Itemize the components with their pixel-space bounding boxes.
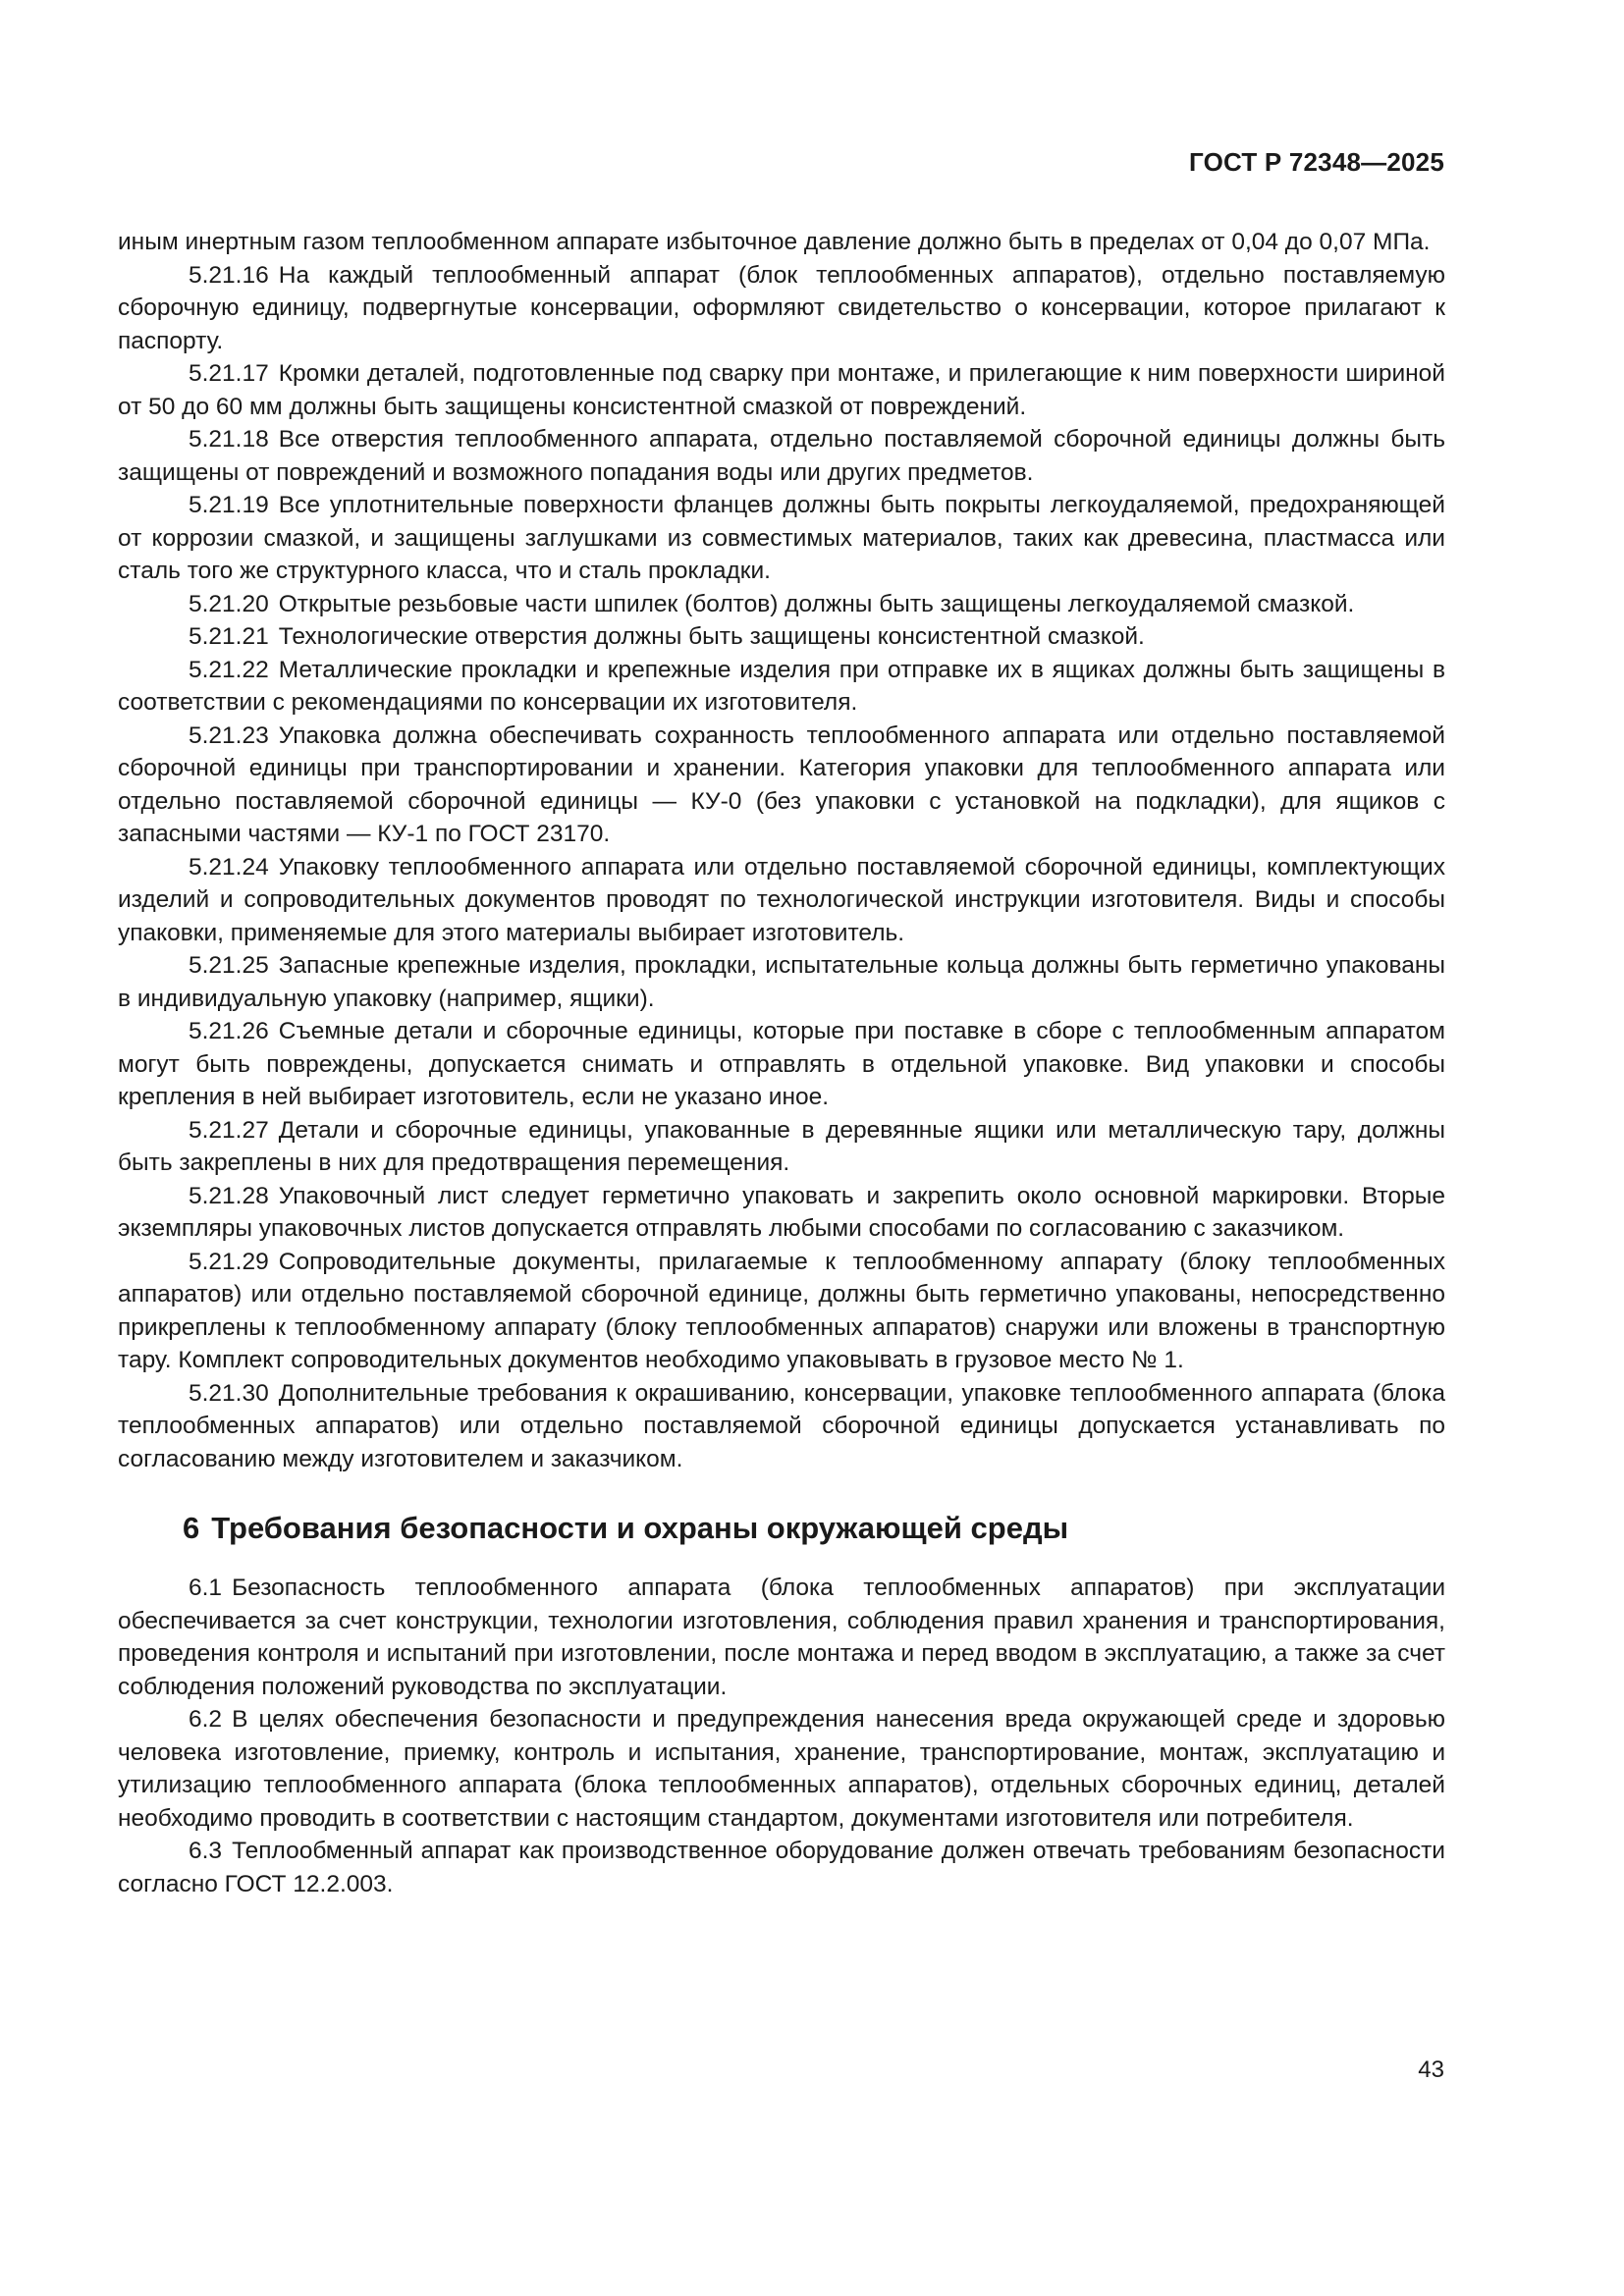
clause-text: Съемные детали и сборочные единицы, которые при поставке в сборе с теплообменным аппаратом могут быть повреждены, допускается снимать и отправлять в отдельной упаковке. Вид упаковки и способы крепления в ней выбирает изготовитель, если не указано иное. bbox=[118, 1018, 1445, 1110]
clause-5-21-21 bbox=[118, 620, 1445, 654]
clause-5-21-29 bbox=[118, 1246, 1445, 1377]
clause-6-3 bbox=[118, 1835, 1445, 1900]
clause-5-21-27 bbox=[118, 1114, 1445, 1180]
page-number: 43 bbox=[1418, 2056, 1444, 2083]
clause-text: Кромки деталей, подготовленные под сварку при монтаже, и прилегающие к ним поверхности шириной от 50 до 60 мм должны быть защищены консистентной смазкой от повреждений. bbox=[118, 360, 1445, 420]
clause-text: Технологические отверстия должны быть защищены консистентной смазкой. bbox=[278, 623, 1145, 650]
clause-text: Теплообменный аппарат как производственное оборудование должен отвечать требованиям безопасности согласно ГОСТ 12.2.003. bbox=[118, 1838, 1445, 1897]
clause-text: Запасные крепежные изделия, прокладки, испытательные кольца должны быть герметично упакованы в индивидуальную упаковку (например, ящики). bbox=[118, 952, 1445, 1012]
clause-number: 5.21.29 bbox=[189, 1248, 269, 1275]
clause-5-21-18 bbox=[118, 423, 1445, 489]
section-heading bbox=[183, 1509, 1445, 1548]
clause-number: 5.21.23 bbox=[189, 721, 269, 749]
clause-number: 5.21.27 bbox=[189, 1116, 269, 1144]
clause-5-21-16 bbox=[118, 259, 1445, 358]
clause-number: 5.21.26 bbox=[189, 1018, 269, 1044]
clause-number: 5.21.20 bbox=[189, 590, 269, 617]
clause-text: Все отверстия теплообменного аппарата, отдельно поставляемой сборочной единицы должны быть защищены от повреждений и возможного попадания воды или других предметов. bbox=[118, 426, 1445, 486]
clause-text: Детали и сборочные единицы, упакованные в деревянные ящики или металлическую тару, должны быть закреплены в них для предотвращения перемещения. bbox=[118, 1116, 1445, 1176]
clause-number: 5.21.18 bbox=[189, 426, 269, 453]
section-title-text: Требования безопасности и охраны окружающей среды bbox=[211, 1511, 1069, 1545]
clause-text: Сопроводительные документы, прилагаемые к теплообменному аппарату (блоку теплообменных аппаратов) или отдельно поставляемой сборочной единице, должны быть герметично упакованы, непосредственно прикреплены к теплообменному аппарату (блоку теплообменных аппаратов) снаружи или вложены в транспортную тару. Комплект сопроводительных документов необходимо упаковывать в грузовое место № 1. bbox=[118, 1248, 1445, 1373]
clause-number: 5.21.24 bbox=[189, 853, 269, 881]
clause-5-21-22 bbox=[118, 654, 1445, 720]
clause-text: Упаковочный лист следует герметично упаковать и закрепить около основной маркировки. Вторые экземпляры упаковочных листов допускается отправлять любыми способами по согласованию с заказчиком. bbox=[118, 1182, 1445, 1242]
clause-5-21-25 bbox=[118, 949, 1445, 1015]
clause-5-21-30 bbox=[118, 1377, 1445, 1476]
clause-5-21-23 bbox=[118, 720, 1445, 851]
clause-number: 5.21.22 bbox=[189, 656, 269, 683]
clause-number: 6.2 bbox=[189, 1706, 223, 1733]
continued-paragraph: иным инертным газом теплообменном аппарате избыточное давление должно быть в пределах от 0,04 до 0,07 МПа. bbox=[118, 229, 1431, 255]
clause-number: 6.1 bbox=[189, 1575, 223, 1601]
clause-5-21-17 bbox=[118, 357, 1445, 423]
clause-number: 5.21.21 bbox=[189, 623, 269, 650]
clause-text: Металлические прокладки и крепежные изделия при отправке их в ящиках должны быть защищены в соответствии с рекомендациями по консервации их изготовителя. bbox=[118, 656, 1445, 716]
clause-5-21-26 bbox=[118, 1015, 1445, 1114]
clause-6-2 bbox=[118, 1703, 1445, 1835]
clause-number: 5.21.28 bbox=[189, 1182, 269, 1209]
clause-5-21-24 bbox=[118, 851, 1445, 950]
clause-text: Безопасность теплообменного аппарата (блока теплообменных аппаратов) при эксплуатации обеспечивается за счет конструкции, технологии изготовления, соблюдения правил хранения и транспортирования, проведения контроля и испытаний при изготовлении, после монтажа и перед вводом в эксплуатацию, а также за счет соблюдения положений руководства по эксплуатации. bbox=[118, 1575, 1445, 1700]
clause-number: 5.21.19 bbox=[189, 492, 269, 518]
clause-5-21-20 bbox=[118, 588, 1445, 621]
clause-5-21-28 bbox=[118, 1180, 1445, 1246]
clause-6-1 bbox=[118, 1572, 1445, 1703]
standard-header: ГОСТ Р 72348—2025 bbox=[1189, 147, 1444, 177]
clause-text: Все уплотнительные поверхности фланцев должны быть покрыты легкоудаляемой, предохраняющей от коррозии смазкой, и защищены заглушками из совместимых материалов, таких как древесина, пластмасса или сталь того же структурного класса, что и сталь прокладки. bbox=[118, 492, 1445, 584]
clause-text: Упаковка должна обеспечивать сохранность теплообменного аппарата или отдельно поставляемой сборочной единицы при транспортировании и хранении. Категория упаковки для теплообменного аппарата или отдельно поставляемой сборочной единицы — КУ-0 (без упаковки с установкой на подкладки), для ящиков с запасными частями — КУ-1 по ГОСТ 23170. bbox=[118, 721, 1445, 847]
clause-number: 5.21.30 bbox=[189, 1379, 269, 1407]
clause-text: В целях обеспечения безопасности и предупреждения нанесения вреда окружающей среде и здоровью человека изготовление, приемку, контроль и испытания, хранение, транспортирование, монтаж, эксплуатацию и утилизацию теплообменного аппарата (блока теплообменных аппаратов), отдельных сборочных единиц, деталей необходимо проводить в соответствии с настоящим стандартом, документами изготовителя или потребителя. bbox=[118, 1706, 1445, 1832]
page-content bbox=[118, 226, 1445, 1900]
clause-number: 5.21.25 bbox=[189, 952, 269, 979]
clause-number: 5.21.16 bbox=[189, 261, 269, 289]
clause-text: На каждый теплообменный аппарат (блок теплообменных аппаратов), отдельно поставляемую сборочную единицу, подвергнутые консервации, оформляют свидетельство о консервации, которое прилагают к паспорту. bbox=[118, 261, 1445, 354]
clause-text: Открытые резьбовые части шпилек (болтов) должны быть защищены легкоудаляемой смазкой. bbox=[278, 590, 1355, 617]
section-number: 6 bbox=[183, 1511, 200, 1545]
clause-text: Упаковку теплообменного аппарата или отдельно поставляемой сборочной единицы, комплектующих изделий и сопроводительных документов проводят по технологической инструкции изготовителя. Виды и способы упаковки, применяемые для этого материалы выбирает изготовитель. bbox=[118, 853, 1445, 946]
clause-number: 5.21.17 bbox=[189, 360, 269, 387]
clause-text: Дополнительные требования к окрашиванию, консервации, упаковке теплообменного аппарата (блока теплообменных аппаратов) или отдельно поставляемой сборочной единицы допускается устанавливать по согласованию между изготовителем и заказчиком. bbox=[118, 1379, 1445, 1472]
clause-number: 6.3 bbox=[189, 1838, 223, 1864]
clause-5-21-19 bbox=[118, 489, 1445, 588]
